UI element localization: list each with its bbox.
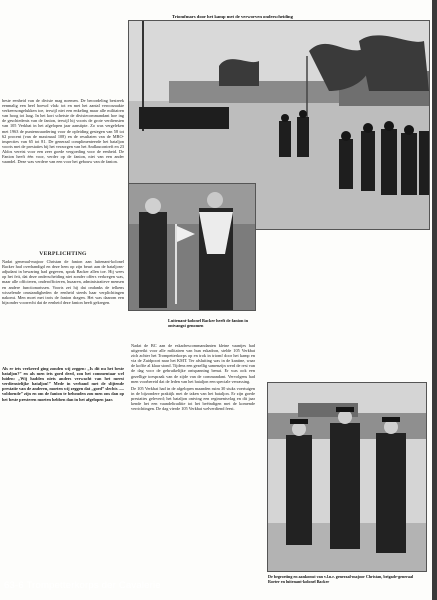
photo-parade-caption: Triomfmars door het kamp met de verworven onderscheiding — [172, 14, 293, 19]
photo-fanion-caption: Luitenant-kolonel Backer heeft de fanion in ontvangst genomen — [168, 318, 249, 329]
section-heading: VERPLICHTING — [39, 251, 87, 257]
article-paragraph: Nadat de BC aan de eskadrescommandanten kleine vaantjes had uitgereikt voor alle militairen van hun eskadron, stelde 105 Verkbat zich achter het Trompetterkorps op en trok in triomf door het kamp en via de Zuidpoort naar het KMT. Ter afsluiting was in de kantine, waar de koffie al klaar stond. Tijdens een gezellig samenzijn werd de rest van de dag voor de gebruikelijke ontspanning benut. Er was ook een gezellige toespraak van de zijde van de commandant. Vervolgens had men voorbereid dat de leden van het bataljon een speciale verrassing. — [131, 343, 255, 384]
article-paragraph: De 105 Verkbat had in de afgelopen maanden ruim 30 stuks voertuigen in de bijzondere praktijk met de taken van het bataljon. Er zijn goede prestaties geleverd; het bataljon ontving een regimentsvlag en dit jaar kende het een vaandeltraditie tot het beëindigen met de komende verrichtingen. De dag vierde 105 Verkbat welverdiend feest. — [131, 385, 255, 412]
fanion-handover-image — [129, 184, 255, 310]
article-paragraph: Nadat generaal-majoor Christan de fanion aan luitenant-kolonel Backer had overhandigd en deze hem op zijn beurt aan de bataljons-adjudant in bewaring had gegeven, sprak Backer allen toe. Hij wees op het feit, dat deze onderscheiding niet zonder offers verkregen was, maar alle officieren, onderofficieren, huzaren, administratieve mensen en andere functionarissen. Voorts zei hij dat ondanks de telkens wisselende omstandigheden de eenheid steeds haar verplichtingen nakomt. Men moet met trots de fanion dragen. Het was daarom een bijzonder voorrecht dat de eenheid deze fanion heeft gekregen. — [2, 259, 124, 305]
article-text-mid — [2, 250, 124, 362]
photo-fanion-handover — [128, 183, 256, 311]
article-text-right — [131, 343, 255, 463]
article-paragraph: Als er iets verkeerd ging zonden wij zeggen: „Is dit nu het beste bataljon?” en als men iets goed deed, zou het commentaar wel luiden: „Wij hadden niets anders verwacht van het meest verdienstelijke bataljon!” Mede in verband met de slijtende prestatie van de anderen, moeten wij zeggen dat „goed” slechts ..... voldoende” zijn en om de fanion te behouden zou men ons dan op het beste presteren moeten hebben dan in het afgelopen jaar. — [2, 366, 124, 402]
article-text-bold — [2, 366, 124, 448]
scan-edge-right — [432, 0, 437, 600]
article-paragraph: beste eenheid van de divisie mag noemen. De beoordeling bestreek eenmalig een heel boewd vlak: tot en met het aantal veroorzaakte verkeersongelukken toe, terwijl niet een enkeling maar alle militairen van hoog tot laag. In het kort schetste de divisiecommandant hoe ing de geschiedenis van de fanion, terwijl hij voorts de grote verdiensten van 105 Verkbat in het afgelopen jaar aanstipte. Zo was vergeleken met 1963 de puntenwaardering voor de opleiding gestegen van 58 tot 62 procent (van de maximaal 108) en de resultaten van de MRO-inspecties van 65 tot 81. De generaal complimenteerde het bataljon voorts met de prestaties bij het verzorgen van het Andlaucontreft en 23 Aldos vereist voor een zeer goede vergoeding voor de eenheid. De Fanion heeft één voor, verder op de fanion, niet van een ander vaandel. Deze was verdere van een voor het gebouw van de fanion. — [2, 98, 124, 165]
photo-greeting — [267, 382, 427, 572]
photo-greeting-caption: De begroeting en aankomst van v.l.n.r. generaal-majoor Christan, brigade-generaal Roeter en luitenant-kolonel Backer — [268, 574, 414, 584]
greeting-scene-image — [268, 383, 426, 571]
footer-label: 63-6 Trompetterkorps der Cavalerie — [4, 580, 161, 591]
